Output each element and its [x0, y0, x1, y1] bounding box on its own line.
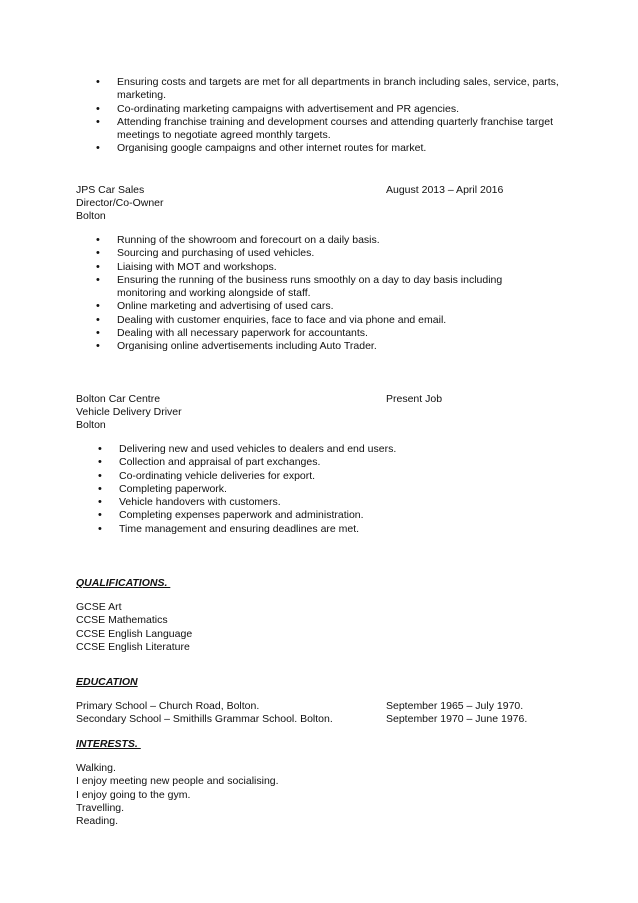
list-item: • Dealing with all necessary paperwork for accountants. — [96, 327, 577, 340]
list-item: Walking. — [76, 762, 116, 774]
list-item: Reading. — [76, 815, 119, 828]
list-item: • Organising google campaigns and other internet routes for market. — [96, 142, 577, 155]
interests-list — [76, 762, 279, 828]
education-row-dates: September 1970 – June 1976. — [386, 713, 528, 725]
list-item: • Liaising with MOT and workshops. — [96, 261, 577, 274]
list-item: • Delivering new and used vehicles to dealers and end users. — [98, 443, 579, 456]
education-heading: EDUCATION — [76, 676, 138, 688]
list-item: • Completing expenses paperwork and administration. — [98, 509, 579, 522]
list-item: • Time management and ensuring deadlines are met. — [98, 523, 579, 536]
education-row-dates: September 1965 – July 1970. — [386, 700, 524, 712]
list-item: • Collection and appraisal of part exchanges. — [98, 456, 579, 469]
list-item: I enjoy meeting new people and socialising. — [76, 775, 279, 788]
bolton-location: Bolton — [76, 419, 106, 431]
list-item: CCSE English Language — [76, 627, 193, 640]
jps-location: Bolton — [76, 210, 106, 222]
jps-role: Director/Co-Owner — [76, 197, 164, 209]
jps-duties — [96, 234, 576, 354]
list-item: CCSE Mathematics — [76, 614, 168, 627]
education-row-school: Primary School – Church Road, Bolton. — [76, 700, 260, 712]
bolton-company: Bolton Car Centre — [76, 393, 161, 405]
list-item: GCSE Art — [76, 601, 122, 613]
list-item: • Ensuring the running of the business runs smoothly on a day to day basis including monitoring and working alongside of staff. — [96, 274, 537, 301]
interests-heading: INTERESTS. — [76, 738, 141, 750]
list-item: CCSE English Literature — [76, 640, 190, 653]
jps-dates: August 2013 – April 2016 — [386, 184, 504, 196]
qualifications-heading: QUALIFICATIONS. — [76, 577, 171, 589]
list-item: • Co-ordinating vehicle deliveries for export. — [98, 470, 579, 483]
list-item: • Online marketing and advertising of used cars. — [96, 300, 577, 313]
list-item: • Completing paperwork. — [98, 483, 579, 496]
qualifications-list — [76, 601, 192, 654]
bolton-role: Vehicle Delivery Driver — [76, 406, 182, 418]
previous-role-duties — [96, 76, 576, 156]
list-item: • Running of the showroom and forecourt on a daily basis. — [96, 234, 577, 247]
list-item: • Attending franchise training and development courses and attending quarterly franchise target meetings to negotiate agreed monthly targets. — [96, 116, 577, 143]
list-item: • Vehicle handovers with customers. — [98, 496, 579, 509]
education-row-school: Secondary School – Smithills Grammar School. Bolton. — [76, 713, 333, 725]
list-item: • Organising online advertisements including Auto Trader. — [96, 340, 577, 353]
list-item: • Ensuring costs and targets are met for all departments in branch including sales, service, parts, marketing. — [96, 76, 577, 103]
bolton-duties — [98, 443, 578, 536]
list-item: • Co-ordinating marketing campaigns with advertisement and PR agencies. — [96, 103, 577, 116]
jps-company: JPS Car Sales — [76, 184, 145, 196]
list-item: • Sourcing and purchasing of used vehicles. — [96, 247, 577, 260]
list-item: I enjoy going to the gym. — [76, 788, 191, 801]
list-item: • Dealing with customer enquiries, face to face and via phone and email. — [96, 314, 577, 327]
list-item: Travelling. — [76, 801, 125, 814]
bolton-dates: Present Job — [386, 393, 443, 405]
